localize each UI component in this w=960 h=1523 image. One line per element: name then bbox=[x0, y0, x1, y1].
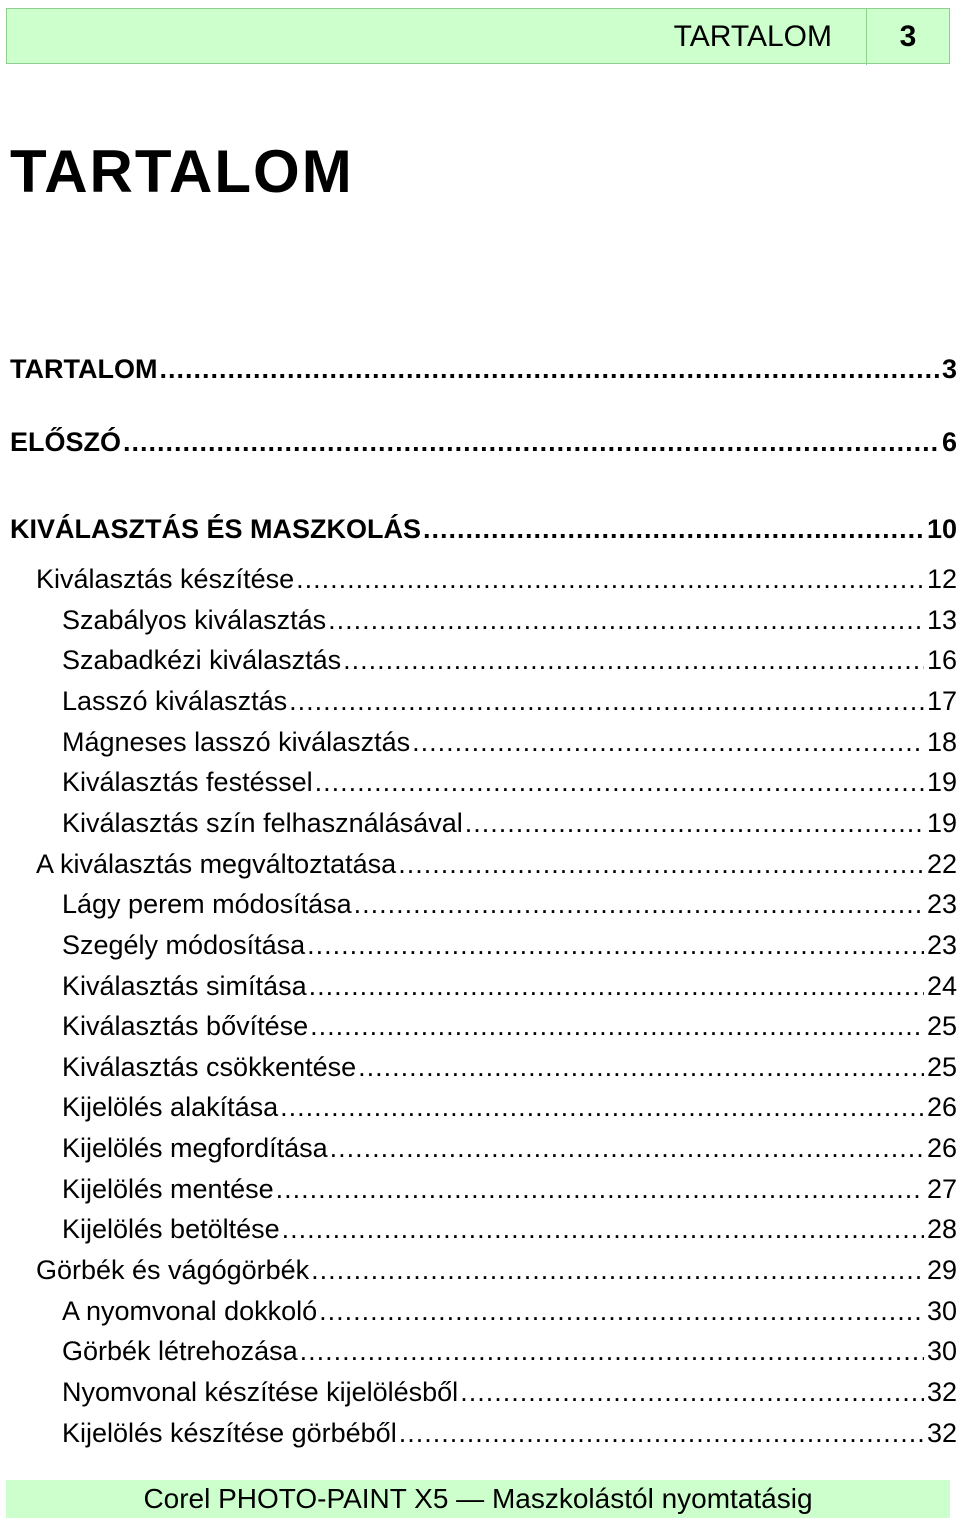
toc-entry[interactable] bbox=[62, 1090, 957, 1124]
toc-entry[interactable] bbox=[62, 1294, 957, 1328]
toc-page-number: 13 bbox=[926, 604, 957, 635]
toc-entry-label: Kiválasztás bővítése bbox=[62, 1011, 309, 1042]
toc-entry-label: Szabadkézi kiválasztás bbox=[62, 645, 342, 676]
toc-entry[interactable] bbox=[62, 1334, 957, 1368]
toc-page-number: 12 bbox=[926, 564, 957, 594]
toc-entry[interactable] bbox=[62, 1050, 957, 1084]
toc-entry-label: Kiválasztás készítése bbox=[36, 564, 295, 594]
toc-entry-label: Lágy perem módosítása bbox=[62, 889, 352, 920]
toc-page-number: 19 bbox=[926, 807, 957, 838]
toc-dot-leader bbox=[330, 1131, 924, 1165]
toc-page-number: 22 bbox=[926, 848, 957, 879]
toc-entry[interactable] bbox=[36, 847, 957, 881]
toc-page-number: 26 bbox=[926, 1133, 957, 1164]
toc-entry[interactable] bbox=[62, 603, 957, 637]
toc-dot-leader bbox=[123, 425, 939, 459]
toc-dot-leader bbox=[398, 847, 924, 881]
toc-dot-leader bbox=[276, 1172, 924, 1206]
toc-dot-leader bbox=[328, 603, 924, 637]
toc-entry-label: Kijelölés betöltése bbox=[62, 1214, 280, 1245]
toc-dot-leader bbox=[315, 765, 924, 799]
toc-dot-leader bbox=[465, 806, 924, 840]
toc-dot-leader bbox=[354, 887, 924, 921]
toc-page-number: 3 bbox=[941, 354, 957, 384]
toc-dot-leader bbox=[358, 1050, 924, 1084]
toc-entry-label: Mágneses lasszó kiválasztás bbox=[62, 726, 411, 757]
toc-entry[interactable] bbox=[62, 1131, 957, 1165]
toc-page-number: 23 bbox=[926, 889, 957, 920]
toc-entry[interactable] bbox=[62, 1375, 957, 1409]
toc-entry[interactable] bbox=[36, 1253, 957, 1287]
toc-page-number: 25 bbox=[926, 1051, 957, 1082]
page-title: TARTALOM bbox=[10, 138, 354, 205]
toc-entry[interactable] bbox=[62, 725, 957, 759]
toc-entry-label: Szabályos kiválasztás bbox=[62, 604, 327, 635]
toc-dot-leader bbox=[343, 643, 924, 677]
toc-entry-label: Kijelölés mentése bbox=[62, 1173, 274, 1204]
toc-page-number: 6 bbox=[941, 427, 957, 457]
toc-entry-label: Kiválasztás simítása bbox=[62, 970, 307, 1001]
toc-entry[interactable] bbox=[62, 1172, 957, 1206]
running-header bbox=[6, 8, 950, 64]
toc-entry-label: Görbék létrehozása bbox=[62, 1336, 298, 1367]
toc-entry-label: Kiválasztás festéssel bbox=[62, 767, 313, 798]
toc-page-number: 24 bbox=[926, 970, 957, 1001]
toc-page-number: 16 bbox=[926, 645, 957, 676]
toc-page-number: 27 bbox=[926, 1173, 957, 1204]
toc-entry[interactable] bbox=[62, 806, 957, 840]
toc-entry[interactable] bbox=[62, 1009, 957, 1043]
toc-page-number: 28 bbox=[926, 1214, 957, 1245]
toc-entry[interactable] bbox=[36, 562, 957, 596]
toc-entry-label: ELŐSZÓ bbox=[10, 427, 122, 457]
toc-entry-label: Szegély módosítása bbox=[62, 929, 306, 960]
toc-entry-label: TARTALOM bbox=[10, 354, 158, 384]
toc-entry-label: KIVÁLASZTÁS ÉS MASZKOLÁS bbox=[10, 514, 422, 544]
header-page-number: 3 bbox=[899, 20, 917, 53]
toc-page-number: 23 bbox=[926, 929, 957, 960]
toc-entry-label: Kijelölés készítése görbéből bbox=[62, 1417, 397, 1448]
toc-dot-leader bbox=[300, 1334, 924, 1368]
toc-entry[interactable] bbox=[10, 425, 957, 459]
toc-page-number: 30 bbox=[926, 1295, 957, 1326]
toc-dot-leader bbox=[423, 512, 924, 546]
toc-page-number: 32 bbox=[926, 1417, 957, 1448]
toc-page-number: 17 bbox=[926, 685, 957, 716]
toc-entry-label: Kiválasztás szín felhasználásával bbox=[62, 807, 463, 838]
toc-dot-leader bbox=[159, 352, 939, 386]
toc-page-number: 19 bbox=[926, 767, 957, 798]
toc-dot-leader bbox=[307, 928, 924, 962]
toc-dot-leader bbox=[309, 969, 924, 1003]
toc-entry-label: A nyomvonal dokkoló bbox=[62, 1295, 318, 1326]
toc-entry[interactable] bbox=[10, 512, 957, 546]
toc-dot-leader bbox=[311, 1253, 924, 1287]
toc-dot-leader bbox=[460, 1375, 924, 1409]
toc-entry-label: Kiválasztás csökkentése bbox=[62, 1051, 357, 1082]
toc-entry[interactable] bbox=[62, 643, 957, 677]
toc-dot-leader bbox=[412, 725, 924, 759]
toc-entry[interactable] bbox=[62, 765, 957, 799]
toc-entry-label: Kijelölés alakítása bbox=[62, 1092, 279, 1123]
header-title: TARTALOM bbox=[7, 9, 867, 65]
toc-page-number: 32 bbox=[926, 1377, 957, 1407]
toc-entry-label: Görbék és vágógörbék bbox=[36, 1255, 310, 1286]
toc-entry[interactable] bbox=[62, 1416, 957, 1450]
toc-page-number: 29 bbox=[926, 1255, 957, 1286]
toc-dot-leader bbox=[310, 1009, 924, 1043]
toc-dot-leader bbox=[319, 1294, 924, 1328]
toc-page-number: 18 bbox=[926, 726, 957, 757]
toc-dot-leader bbox=[399, 1416, 924, 1450]
toc-dot-leader bbox=[282, 1212, 924, 1246]
toc-entry-label: Kijelölés megfordítása bbox=[62, 1133, 328, 1164]
toc-entry[interactable] bbox=[62, 887, 957, 921]
toc-page-number: 26 bbox=[926, 1092, 957, 1123]
toc-dot-leader bbox=[296, 562, 924, 596]
toc-entry[interactable] bbox=[62, 969, 957, 1003]
toc-entry-label: Nyomvonal készítése kijelölésből bbox=[62, 1377, 459, 1407]
toc-dot-leader bbox=[289, 684, 924, 718]
toc-entry-label: Lasszó kiválasztás bbox=[62, 685, 288, 716]
toc-dot-leader bbox=[280, 1090, 924, 1124]
toc-entry[interactable] bbox=[62, 1212, 957, 1246]
toc-entry[interactable] bbox=[10, 352, 957, 386]
toc-entry[interactable] bbox=[62, 928, 957, 962]
toc-entry[interactable] bbox=[62, 684, 957, 718]
running-footer: Corel PHOTO-PAINT X5 — Maszkolástól nyomtatásig bbox=[6, 1480, 950, 1518]
toc-page-number: 30 bbox=[926, 1336, 957, 1367]
toc-entry-label: A kiválasztás megváltoztatása bbox=[36, 848, 397, 879]
toc-page-number: 25 bbox=[926, 1011, 957, 1042]
toc-page-number: 10 bbox=[926, 514, 957, 544]
